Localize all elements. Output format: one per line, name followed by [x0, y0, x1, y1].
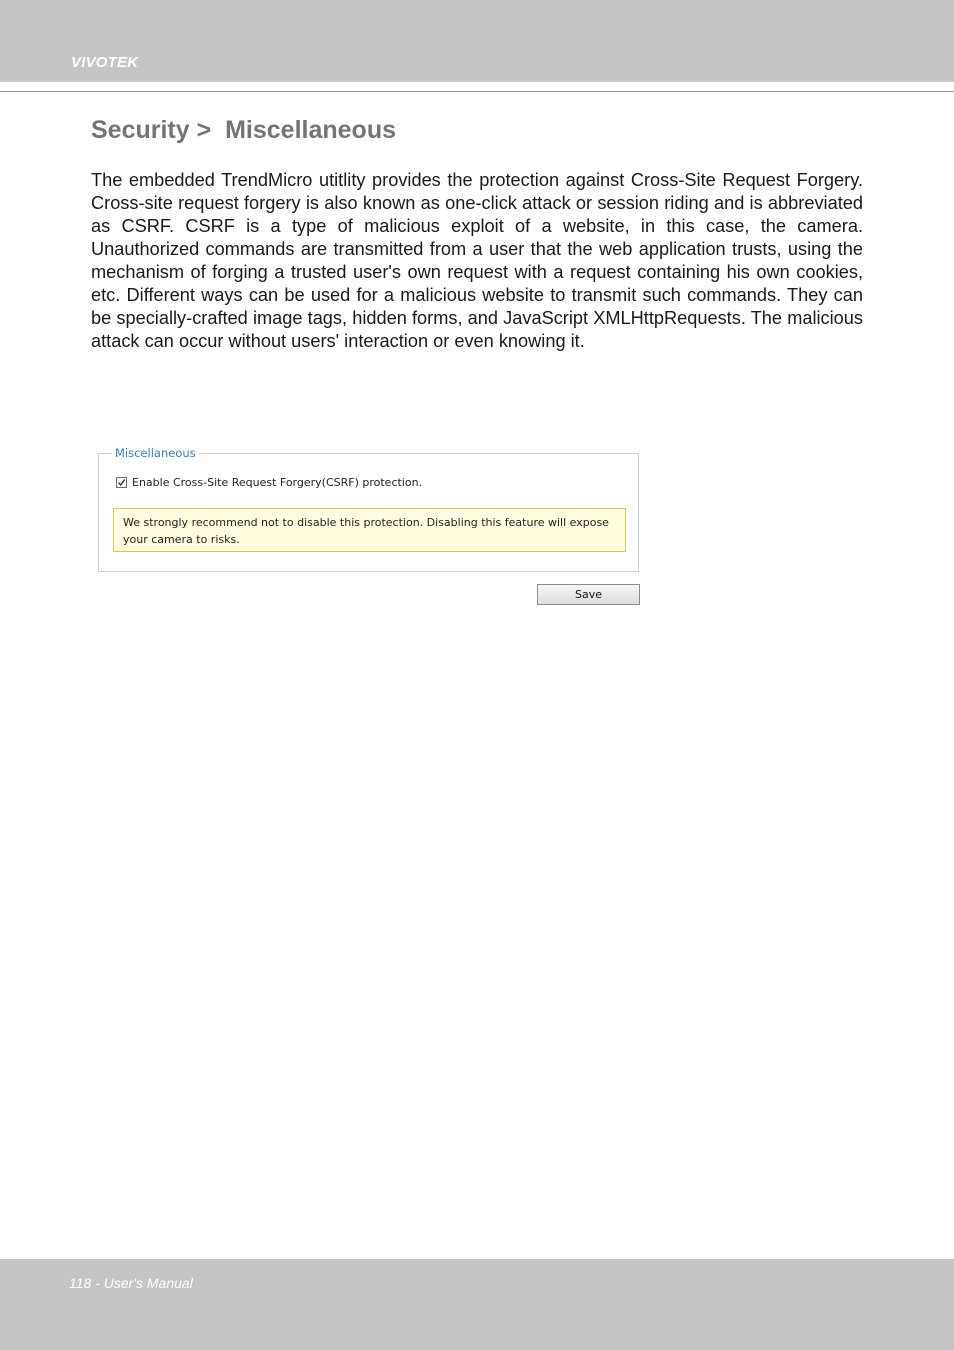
- save-button[interactable]: Save: [537, 584, 640, 605]
- header-band: [0, 0, 954, 82]
- description-paragraph: The embedded TrendMicro utitlity provides the protection against Cross-Site Request Forgery. Cross-site request forgery is also known as one-click attack or session riding and is abbreviated as CSRF. CSRF is a type of malicious exploit of a website, in this case, the camera. Unauthorized commands are transmitted from a user that the web application trusts, using the mechanism of forging a trusted user's own request with a request containing his own cookies, etc. Different ways can be used for a malicious website to transmit such commands. They can be specially-crafted image tags, hidden forms, and JavaScript XMLHttpRequests. The malicious attack can occur without users' interaction or even knowing it.: [91, 170, 863, 351]
- panel-legend: Miscellaneous: [112, 446, 199, 460]
- page-title: Security > Miscellaneous: [91, 116, 396, 144]
- checkmark-icon: [116, 477, 127, 488]
- csrf-option[interactable]: [116, 476, 422, 489]
- header-divider: [0, 91, 954, 92]
- csrf-checkbox[interactable]: [116, 477, 127, 488]
- warning-message: We strongly recommend not to disable this protection. Disabling this feature will expose your camera to risks.: [113, 508, 626, 552]
- csrf-checkbox-label: Enable Cross-Site Request Forgery(CSRF) protection.: [132, 476, 423, 489]
- brand-logo: VIVOTEK: [71, 54, 139, 71]
- footer-page-label: 118 - User's Manual: [69, 1275, 193, 1291]
- footer-band: [0, 1259, 954, 1350]
